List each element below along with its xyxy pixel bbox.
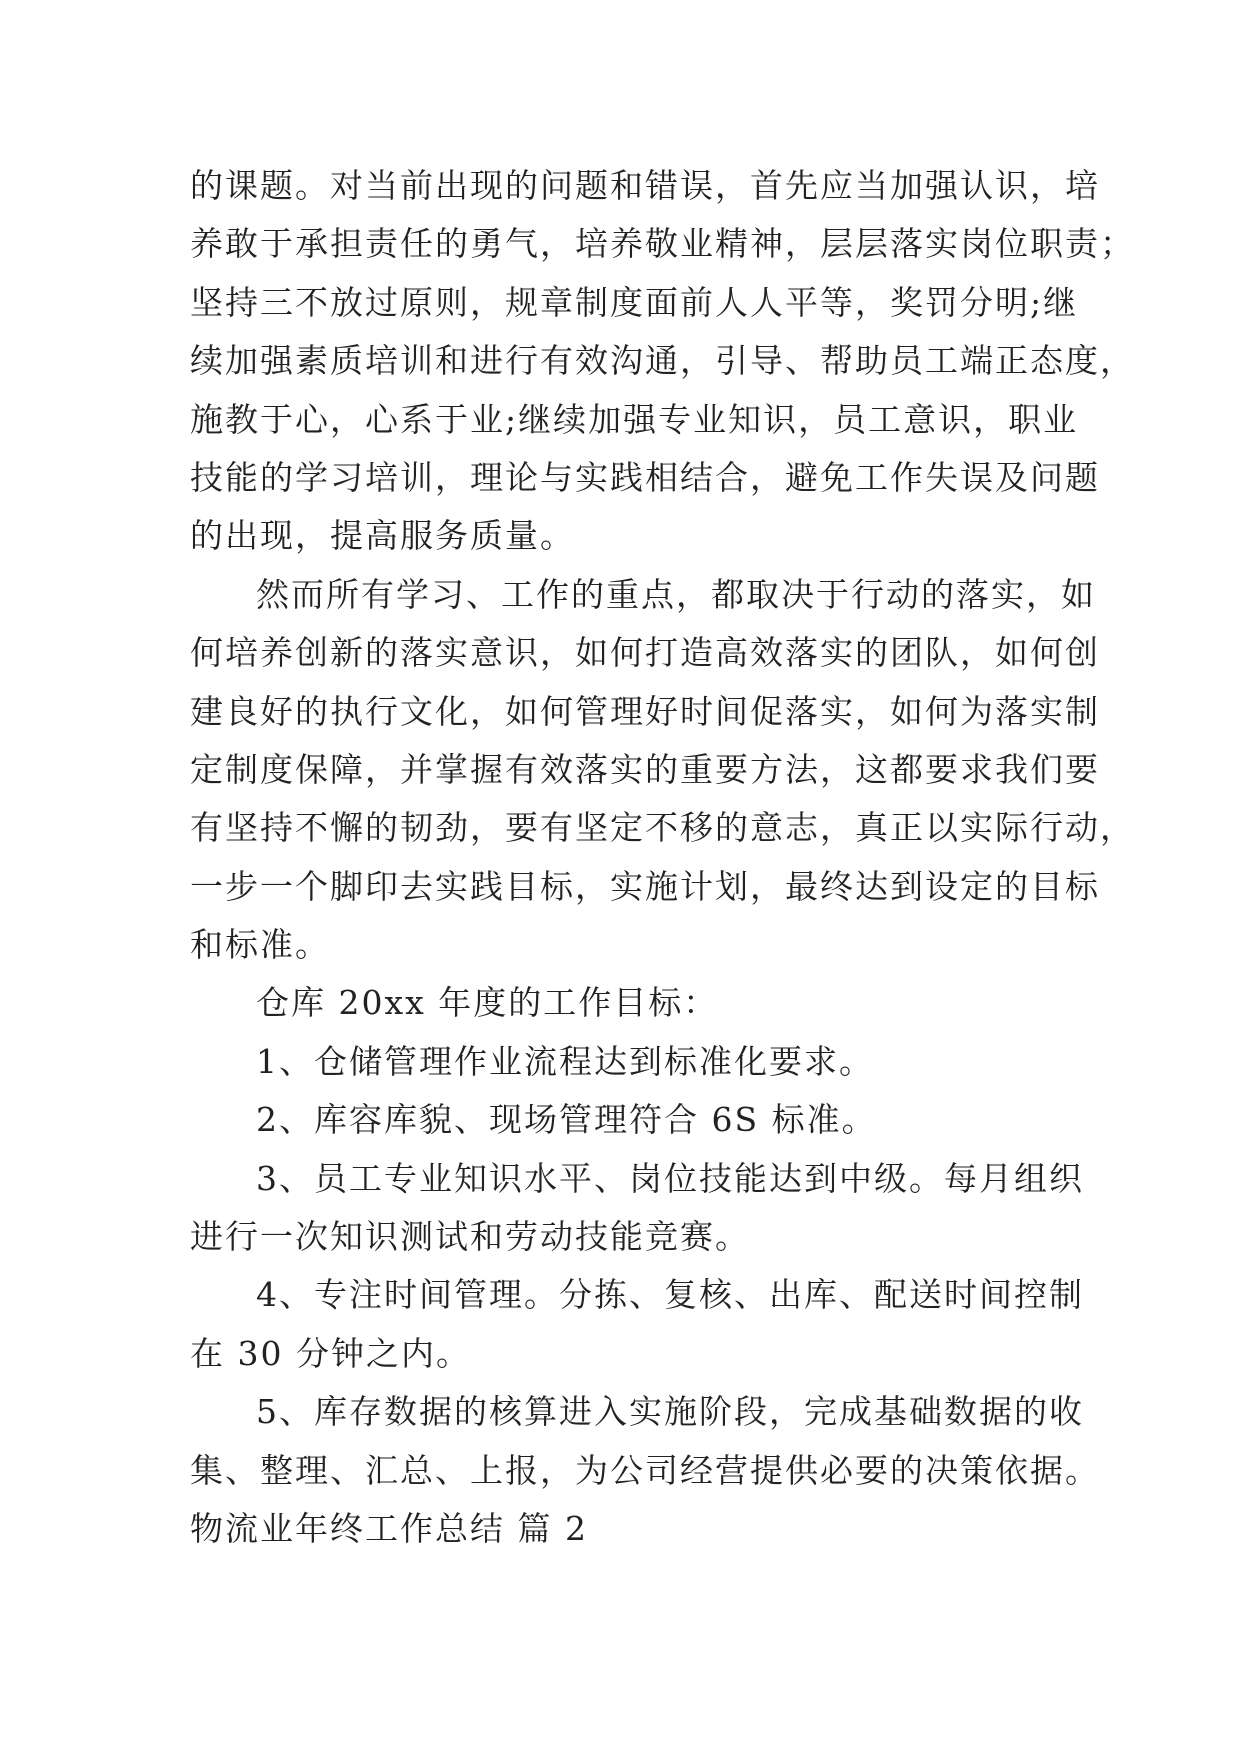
- document-body: [190, 157, 1135, 1558]
- text-line: 建良好的执行文化，如何管理好时间促落实，如何为落实制: [190, 691, 1100, 731]
- text-line: 有坚持不懈的韧劲，要有坚定不移的意志，真正以实际行动，: [190, 808, 1135, 848]
- text-line: 集、整理、汇总、上报，为公司经营提供必要的决策依据。: [190, 1450, 1100, 1490]
- text-line: 坚持三不放过原则，规章制度面前人人平等，奖罚分明;继: [190, 282, 1079, 322]
- text-line: 的课题。对当前出现的问题和错误，首先应当加强认识，培: [190, 166, 1100, 205]
- text-line: 和标准。: [190, 925, 330, 965]
- text-line: 的出现，提高服务质量。: [190, 516, 575, 556]
- paragraph-start-line: 然而所有学习、工作的重点，都取决于行动的落实，如: [256, 574, 1096, 614]
- goal-item: 4、专注时间管理。分拣、复核、出库、配送时间控制: [256, 1275, 1084, 1315]
- text-line: 续加强素质培训和进行有效沟通，引导、帮助员工端正态度，: [190, 341, 1135, 381]
- goal-item: 3、员工专业知识水平、岗位技能达到中级。每月组织: [256, 1158, 1084, 1198]
- text-line: 何培养创新的落实意识，如何打造高效落实的团队，如何创: [190, 633, 1100, 673]
- goals-heading: 仓库 20xx 年度的工作目标：: [256, 983, 719, 1023]
- text-line: 一步一个脚印去实践目标，实施计划，最终达到设定的目标: [190, 866, 1100, 906]
- text-line: 定制度保障，并掌握有效落实的重要方法，这都要求我们要: [190, 749, 1100, 789]
- goal-item: 1、仓储管理作业流程达到标准化要求。: [256, 1041, 874, 1081]
- goal-item: 2、库容库貌、现场管理符合 6S 标准。: [256, 1100, 877, 1140]
- text-line: 在 30 分钟之内。: [190, 1333, 471, 1373]
- text-line: 施教于心，心系于业;继续加强专业知识，员工意识，职业: [190, 399, 1079, 439]
- text-line: 进行一次知识测试和劳动技能竞赛。: [190, 1217, 750, 1257]
- section-title: 物流业年终工作总结 篇 2: [190, 1508, 588, 1548]
- text-line: 技能的学习培训，理论与实践相结合，避免工作失误及问题: [190, 457, 1100, 497]
- goal-item: 5、库存数据的核算进入实施阶段，完成基础数据的收: [256, 1392, 1084, 1432]
- text-line: 养敢于承担责任的勇气，培养敬业精神，层层落实岗位职责；: [190, 224, 1135, 264]
